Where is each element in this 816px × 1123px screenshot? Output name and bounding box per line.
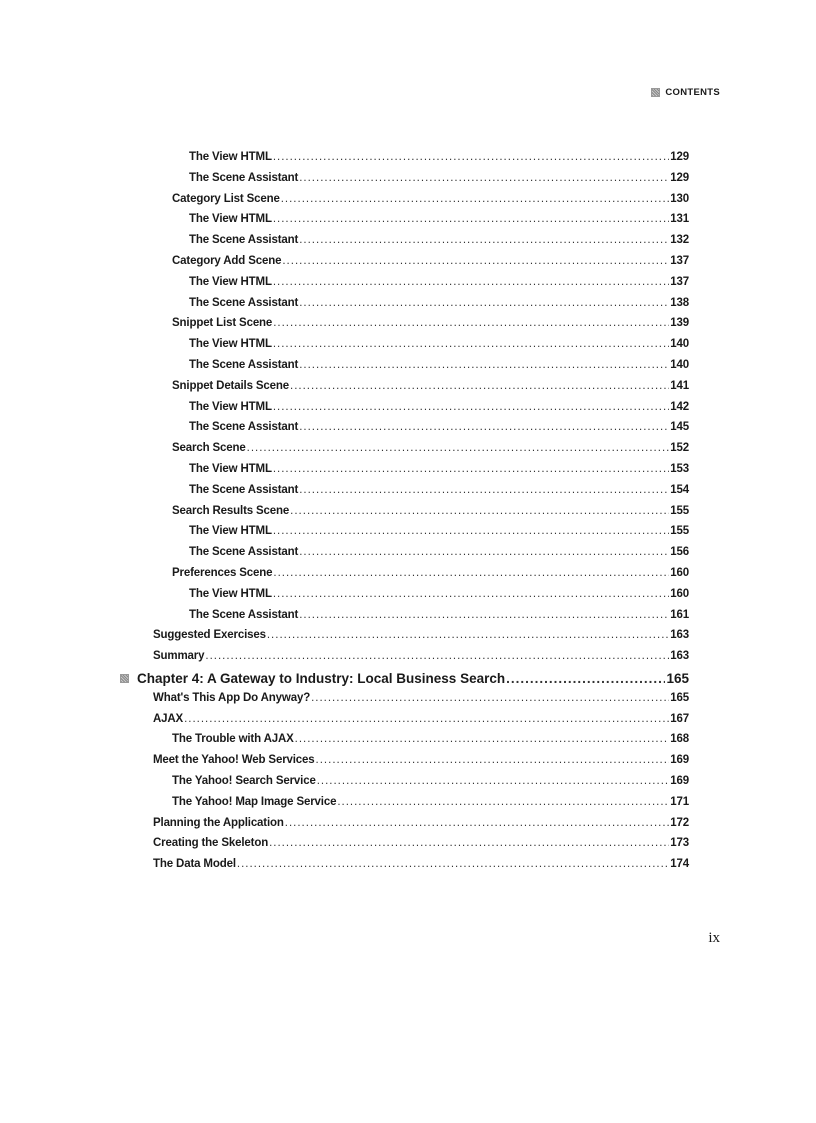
toc-entry-page: 153 bbox=[670, 462, 689, 475]
toc-entry-title: The Scene Assistant bbox=[189, 171, 299, 184]
dot-leader bbox=[273, 213, 669, 225]
toc-entry-title: Snippet Details Scene bbox=[172, 379, 289, 392]
dot-leader bbox=[282, 255, 669, 267]
toc-entry-page: 129 bbox=[670, 151, 689, 163]
dot-leader bbox=[299, 359, 669, 371]
toc-entry-page: 169 bbox=[670, 774, 689, 787]
toc-entry[interactable] bbox=[120, 817, 689, 838]
toc-entry-title: The Scene Assistant bbox=[189, 234, 299, 247]
dot-leader bbox=[311, 692, 669, 704]
toc-entry[interactable] bbox=[120, 713, 689, 734]
toc-entry-title: Preferences Scene bbox=[172, 566, 273, 579]
toc-entry-title: Suggested Exercises bbox=[153, 629, 266, 642]
toc-entry-page: 145 bbox=[670, 421, 689, 434]
toc-entry-title: Category List Scene bbox=[172, 192, 280, 205]
toc-entry-title: The Scene Assistant bbox=[189, 421, 299, 434]
toc-entry[interactable] bbox=[120, 692, 689, 713]
toc-entry-page: 142 bbox=[670, 400, 689, 413]
running-head bbox=[651, 87, 720, 98]
chapter-square-icon bbox=[120, 674, 129, 683]
dot-leader bbox=[273, 588, 669, 600]
page-folio: ix bbox=[708, 930, 720, 946]
toc-entry-page: 137 bbox=[670, 254, 689, 267]
dot-leader bbox=[317, 775, 670, 787]
dot-leader bbox=[290, 380, 669, 392]
dot-leader bbox=[205, 650, 669, 662]
toc-entry-page: 167 bbox=[670, 712, 689, 725]
dot-leader bbox=[295, 733, 670, 745]
toc-entry[interactable] bbox=[120, 775, 689, 796]
toc-entry-page: 168 bbox=[670, 733, 689, 746]
toc-entry[interactable] bbox=[120, 234, 689, 255]
table-of-contents bbox=[120, 151, 689, 879]
dot-leader bbox=[273, 317, 669, 329]
dot-leader bbox=[506, 671, 665, 686]
toc-entry-page: 141 bbox=[670, 379, 689, 392]
dot-leader bbox=[337, 796, 669, 808]
toc-entry[interactable] bbox=[120, 442, 689, 463]
toc-entry[interactable] bbox=[120, 380, 689, 401]
dot-leader bbox=[273, 151, 669, 163]
dot-leader bbox=[299, 234, 669, 246]
toc-entry-title: Search Results Scene bbox=[172, 504, 290, 517]
toc-entry-title: The View HTML bbox=[189, 275, 272, 288]
running-head-label: CONTENTS bbox=[665, 87, 720, 98]
dot-leader bbox=[299, 609, 669, 621]
toc-entry-page: 155 bbox=[670, 525, 689, 538]
toc-entry[interactable] bbox=[120, 650, 689, 671]
toc-entry[interactable] bbox=[120, 629, 689, 650]
dot-leader bbox=[299, 297, 669, 309]
toc-entry[interactable] bbox=[120, 421, 689, 442]
toc-entry[interactable] bbox=[120, 401, 689, 422]
toc-entry[interactable] bbox=[120, 754, 689, 775]
toc-entry-page: 163 bbox=[670, 629, 689, 642]
toc-entry-title: The Yahoo! Search Service bbox=[172, 774, 316, 787]
dot-leader bbox=[247, 442, 670, 454]
dot-leader bbox=[299, 546, 669, 558]
toc-entry-title: Category Add Scene bbox=[172, 254, 282, 267]
toc-entry-page: 140 bbox=[670, 338, 689, 351]
toc-entry[interactable] bbox=[120, 359, 689, 380]
dot-leader bbox=[184, 713, 669, 725]
toc-entry[interactable] bbox=[120, 338, 689, 359]
dot-leader bbox=[273, 463, 669, 475]
toc-entry-page: 160 bbox=[670, 587, 689, 600]
toc-entry-page: 131 bbox=[670, 213, 689, 226]
toc-entry-title: The View HTML bbox=[189, 338, 272, 351]
toc-entry-title: The Scene Assistant bbox=[189, 358, 299, 371]
dot-leader bbox=[316, 754, 670, 766]
toc-chapter-entry[interactable] bbox=[120, 671, 689, 692]
toc-entry-title: The View HTML bbox=[189, 462, 272, 475]
toc-entry-page: 163 bbox=[670, 650, 689, 663]
toc-entry-title: The Scene Assistant bbox=[189, 296, 299, 309]
toc-entry-page: 152 bbox=[670, 442, 689, 455]
toc-entry-title: Snippet List Scene bbox=[172, 317, 273, 330]
toc-entry-title: Chapter 4: A Gateway to Industry: Local Business Search bbox=[137, 670, 506, 686]
toc-entry-page: 165 bbox=[670, 691, 689, 704]
toc-entry-title: The Scene Assistant bbox=[189, 608, 299, 621]
toc-entry[interactable] bbox=[120, 837, 689, 858]
toc-entry[interactable] bbox=[120, 525, 689, 546]
toc-entry-title: The View HTML bbox=[189, 400, 272, 413]
toc-entry[interactable] bbox=[120, 588, 689, 609]
toc-entry-page: 160 bbox=[670, 566, 689, 579]
toc-entry-page: 140 bbox=[670, 358, 689, 371]
toc-entry-title: The Data Model bbox=[153, 858, 236, 871]
dot-leader bbox=[269, 837, 669, 849]
toc-entry-title: Search Scene bbox=[172, 442, 246, 455]
toc-entry-page: 130 bbox=[670, 192, 689, 205]
toc-entry[interactable] bbox=[120, 193, 689, 214]
dot-leader bbox=[299, 421, 669, 433]
dot-leader bbox=[299, 172, 669, 184]
toc-entry-page: 161 bbox=[670, 608, 689, 621]
toc-entry[interactable] bbox=[120, 213, 689, 234]
toc-entry-page: 132 bbox=[670, 234, 689, 247]
toc-entry-page: 174 bbox=[670, 858, 689, 871]
toc-entry-title: The Scene Assistant bbox=[189, 483, 299, 496]
toc-entry[interactable] bbox=[120, 858, 689, 879]
toc-entry-title: The View HTML bbox=[189, 525, 272, 538]
toc-entry-title: What's This App Do Anyway? bbox=[153, 691, 311, 704]
toc-entry-page: 129 bbox=[670, 171, 689, 184]
dot-leader bbox=[267, 629, 669, 641]
dot-leader bbox=[237, 858, 669, 870]
toc-entry-page: 169 bbox=[670, 754, 689, 767]
toc-entry-title: The Yahoo! Map Image Service bbox=[172, 795, 337, 808]
toc-entry-title: The Trouble with AJAX bbox=[172, 733, 294, 746]
toc-entry[interactable] bbox=[120, 546, 689, 567]
toc-entry[interactable] bbox=[120, 463, 689, 484]
toc-entry-title: Meet the Yahoo! Web Services bbox=[153, 754, 315, 767]
toc-entry[interactable] bbox=[120, 567, 689, 588]
dot-leader bbox=[273, 338, 669, 350]
toc-entry-page: 154 bbox=[670, 483, 689, 496]
toc-entry[interactable] bbox=[120, 297, 689, 318]
toc-entry-title: The View HTML bbox=[189, 151, 272, 163]
toc-entry-page: 138 bbox=[670, 296, 689, 309]
toc-entry-title: Summary bbox=[153, 650, 205, 663]
dot-leader bbox=[299, 484, 669, 496]
toc-entry-title: The View HTML bbox=[189, 213, 272, 226]
section-square-icon bbox=[651, 88, 660, 97]
toc-entry-title: Planning the Application bbox=[153, 816, 284, 829]
toc-entry-title: The Scene Assistant bbox=[189, 546, 299, 559]
toc-entry-title: The View HTML bbox=[189, 587, 272, 600]
toc-entry-page: 156 bbox=[670, 546, 689, 559]
toc-entry[interactable] bbox=[120, 151, 689, 172]
dot-leader bbox=[273, 567, 669, 579]
toc-entry[interactable] bbox=[120, 276, 689, 297]
toc-entry-page: 139 bbox=[670, 317, 689, 330]
dot-leader bbox=[273, 525, 669, 537]
toc-entry-title: Creating the Skeleton bbox=[153, 837, 269, 850]
toc-entry-page: 172 bbox=[670, 816, 689, 829]
dot-leader bbox=[273, 401, 669, 413]
dot-leader bbox=[281, 193, 670, 205]
toc-entry-title: AJAX bbox=[153, 712, 184, 725]
toc-entry[interactable] bbox=[120, 609, 689, 630]
toc-entry-page: 171 bbox=[670, 795, 689, 808]
dot-leader bbox=[285, 817, 669, 829]
toc-entry-page: 173 bbox=[670, 837, 689, 850]
toc-entry-page: 137 bbox=[670, 275, 689, 288]
toc-entry[interactable] bbox=[120, 484, 689, 505]
toc-entry[interactable] bbox=[120, 505, 689, 526]
toc-entry[interactable] bbox=[120, 172, 689, 193]
toc-entry[interactable] bbox=[120, 796, 689, 817]
toc-entry-page: 155 bbox=[670, 504, 689, 517]
dot-leader bbox=[290, 505, 669, 517]
toc-entry-page: 165 bbox=[666, 670, 689, 686]
toc-entry[interactable] bbox=[120, 733, 689, 754]
dot-leader bbox=[273, 276, 669, 288]
toc-entry[interactable] bbox=[120, 317, 689, 338]
toc-entry[interactable] bbox=[120, 255, 689, 276]
